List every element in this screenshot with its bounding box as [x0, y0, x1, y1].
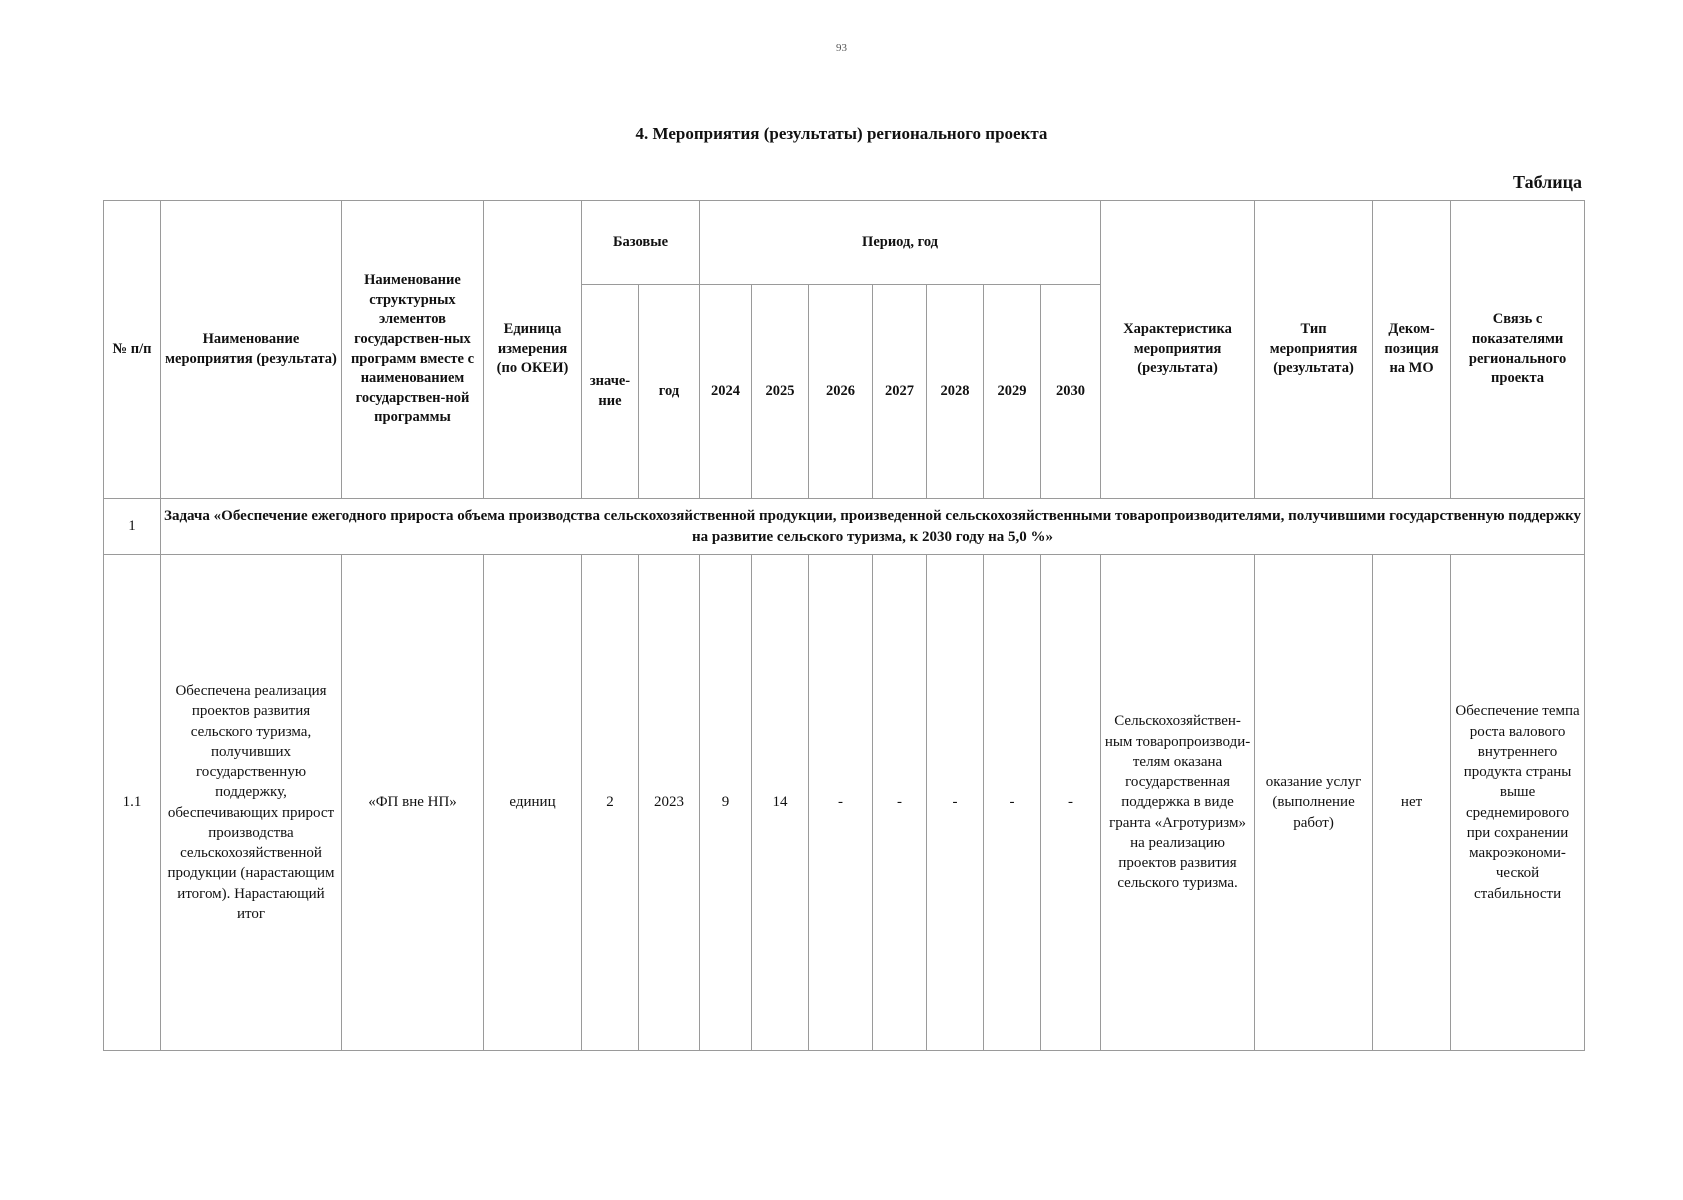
cell-year-2028: -	[927, 555, 984, 1051]
header-unit: Единица измерения (по ОКЕИ)	[484, 201, 582, 499]
results-table	[103, 200, 1585, 1051]
cell-characteristic: Сельскохозяйствен-ным товаропроизводи-телям оказана государственная поддержка в виде гранта «Агротуризм» на реализацию проектов развития сельского туризма.	[1101, 555, 1255, 1051]
header-year-2025: 2025	[752, 285, 809, 499]
header-year-2024: 2024	[700, 285, 752, 499]
header-year-2027: 2027	[873, 285, 927, 499]
cell-unit: единиц	[484, 555, 582, 1051]
header-year-2029: 2029	[984, 285, 1041, 499]
task-num: 1	[104, 499, 161, 555]
document-title: 4. Мероприятия (результаты) регионального проекта	[635, 124, 1048, 143]
cell-structural: «ФП вне НП»	[342, 555, 484, 1051]
header-year-2028: 2028	[927, 285, 984, 499]
cell-link: Обеспечение темпа роста валового внутреннего продукта страны выше среднемирового при сохранении макроэкономи-ческой стабильности	[1451, 555, 1585, 1051]
task-text: Задача «Обеспечение ежегодного прироста объема производства сельскохозяйственной продукции, произведенной сельскохозяйственными товаропроизводителями, получившими государственную поддержку на развитие сельского туризма, к 2030 году на 5,0 %»	[161, 499, 1585, 555]
cell-year-2026: -	[809, 555, 873, 1051]
cell-year-2030: -	[1041, 555, 1101, 1051]
header-year-2030: 2030	[1041, 285, 1101, 499]
header-base-year: год	[639, 285, 700, 499]
header-characteristic: Характеристика мероприятия (результата)	[1101, 201, 1255, 499]
header-decomposition: Деком-позиция на МО	[1373, 201, 1451, 499]
header-period: Период, год	[700, 201, 1101, 285]
header-name: Наименование мероприятия (результата)	[161, 201, 342, 499]
cell-decomposition: нет	[1373, 555, 1451, 1051]
cell-base-value: 2	[582, 555, 639, 1051]
cell-year-2024: 9	[700, 555, 752, 1051]
table-caption: Таблица	[1513, 172, 1582, 192]
header-num: № п/п	[104, 201, 161, 499]
header-year-2026: 2026	[809, 285, 873, 499]
header-type: Тип мероприятия (результата)	[1255, 201, 1373, 499]
cell-base-year: 2023	[639, 555, 700, 1051]
cell-num: 1.1	[104, 555, 161, 1051]
cell-type: оказание услуг (выполнение работ)	[1255, 555, 1373, 1051]
table-row	[104, 555, 1585, 1051]
cell-year-2027: -	[873, 555, 927, 1051]
page-number: 93	[836, 42, 847, 54]
cell-year-2029: -	[984, 555, 1041, 1051]
cell-name: Обеспечена реализация проектов развития сельского туризма, получивших государственную поддержку, обеспечивающих прирост производства сельскохозяйственной продукции (нарастающим итогом). Нарастающий итог	[161, 555, 342, 1051]
header-row-1	[104, 201, 1585, 285]
task-row	[104, 499, 1585, 555]
cell-year-2025: 14	[752, 555, 809, 1051]
header-base: Базовые	[582, 201, 700, 285]
header-link: Связь с показателями регионального проекта	[1451, 201, 1585, 499]
header-base-value: значе-ние	[582, 285, 639, 499]
header-structural: Наименование структурных элементов государствен-ных программ вместе с наименованием государствен-ной программы	[342, 201, 484, 499]
